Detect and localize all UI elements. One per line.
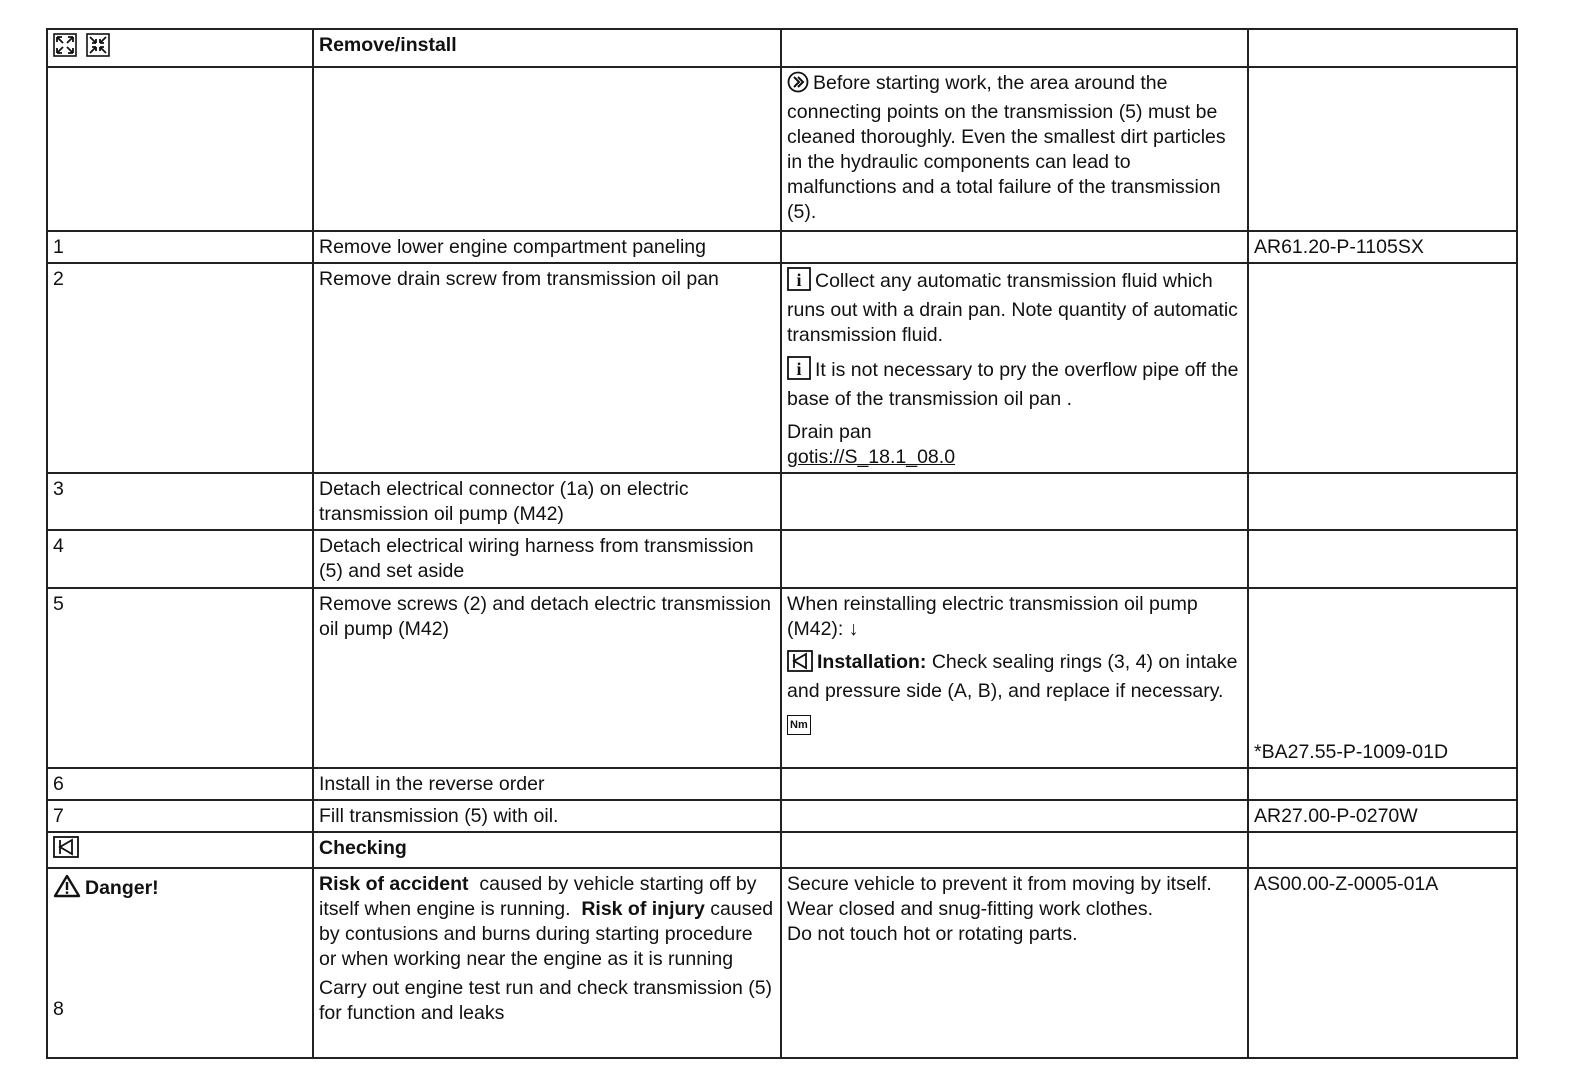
risk-injury-text: caused by contusions and burns during starting procedure or when working near the engine as it is running <box>319 898 774 970</box>
step-number: 8 <box>53 998 64 1020</box>
section-title: Remove/install <box>313 29 781 67</box>
table-row <box>47 231 1517 263</box>
step-reference[interactable]: *BA27.55-P-1009-01D <box>1254 741 1449 763</box>
measure-item: Wear closed and snug-fitting work clothes. <box>787 898 1153 920</box>
step-number: 4 <box>47 530 313 588</box>
table-row <box>47 473 1517 530</box>
risk-injury-label: Risk of injury <box>581 898 705 920</box>
step-number: 5 <box>47 588 313 768</box>
torque-icon[interactable]: Nm <box>787 715 811 735</box>
installation-text: Check sealing rings (3, 4) on intake and pressure side (A, B), and replace if necessary. <box>787 651 1238 702</box>
danger-label: Danger! <box>85 877 159 899</box>
step-text: Remove lower engine compartment paneling <box>313 231 781 263</box>
step-notes <box>781 588 1248 768</box>
warning-icon <box>53 874 81 905</box>
step-reference[interactable]: AR61.20-P-1105SX <box>1248 231 1517 263</box>
step-text: Remove screws (2) and detach electric transmission oil pump (M42) <box>313 588 781 768</box>
step-number: 1 <box>47 231 313 263</box>
step-number: 6 <box>47 768 313 800</box>
svg-text:i: i <box>796 359 802 379</box>
step-text: Install in the reverse order <box>313 768 781 800</box>
step-text: Detach electrical wiring harness from transmission (5) and set aside <box>313 530 781 588</box>
step-reference[interactable]: AR27.00-P-0270W <box>1248 800 1517 832</box>
step-text: Remove drain screw from transmission oil pan <box>313 263 781 473</box>
danger-text <box>313 868 781 1058</box>
header-icons-cell <box>47 29 313 67</box>
measure-item: Secure vehicle to prevent it from moving by itself. <box>787 873 1212 895</box>
installation-label: Installation: <box>817 651 927 673</box>
table-row <box>47 768 1517 800</box>
caution-arrow-icon <box>787 71 809 100</box>
risk-accident-text: caused by vehicle starting off by itself when engine is running. <box>319 873 762 920</box>
checking-row <box>47 832 1517 868</box>
step-text: Carry out engine test run and check transmission (5) for function and leaks <box>319 977 773 1024</box>
measure-item: Do not touch hot or rotating parts. <box>787 923 1078 945</box>
step-text: Detach electrical connector (1a) on electric transmission oil pump (M42) <box>313 473 781 530</box>
collapse-icon[interactable] <box>86 33 110 64</box>
checking-icon <box>53 836 79 865</box>
tool-link[interactable]: gotis://S_18.1_08.0 <box>787 446 956 468</box>
intro-row <box>47 67 1517 231</box>
expand-icon[interactable] <box>53 33 77 64</box>
step-number: 2 <box>47 263 313 473</box>
installation-icon <box>787 650 813 679</box>
info-icon <box>787 267 811 298</box>
info-note: Collect any automatic transmission fluid which runs out with a drain pan. Note quantity of automatic transmission fluid. <box>787 270 1238 346</box>
intro-note-text: Before starting work, the area around the connecting points on the transmission (5) must be cleaned thoroughly. Even the smallest dirt particles in the hydraulic components can lead to malfunctions and a total failure of the transmission (5). <box>787 72 1226 223</box>
danger-cell <box>47 868 313 1058</box>
table-row <box>47 530 1517 588</box>
safety-measures <box>781 868 1248 1058</box>
danger-row <box>47 868 1517 1058</box>
table-row <box>47 263 1517 473</box>
svg-text:i: i <box>796 270 802 290</box>
info-icon <box>787 356 811 387</box>
risk-accident-label: Risk of accident <box>319 873 469 895</box>
tool-name: Drain pan <box>787 421 872 443</box>
step-notes <box>781 263 1248 473</box>
checking-title: Checking <box>313 832 781 868</box>
step-number: 7 <box>47 800 313 832</box>
info-note: It is not necessary to pry the overflow pipe off the base of the transmission oil pan . <box>787 359 1239 410</box>
danger-reference[interactable]: AS00.00-Z-0005-01A <box>1248 868 1517 1058</box>
header-row <box>47 29 1517 67</box>
procedure-table <box>46 28 1518 1059</box>
table-row <box>47 800 1517 832</box>
reinstall-note: When reinstalling electric transmission oil pump (M42): ↓ <box>787 593 1198 640</box>
intro-note <box>781 67 1248 231</box>
step-number: 3 <box>47 473 313 530</box>
table-row <box>47 588 1517 768</box>
step-text: Fill transmission (5) with oil. <box>313 800 781 832</box>
